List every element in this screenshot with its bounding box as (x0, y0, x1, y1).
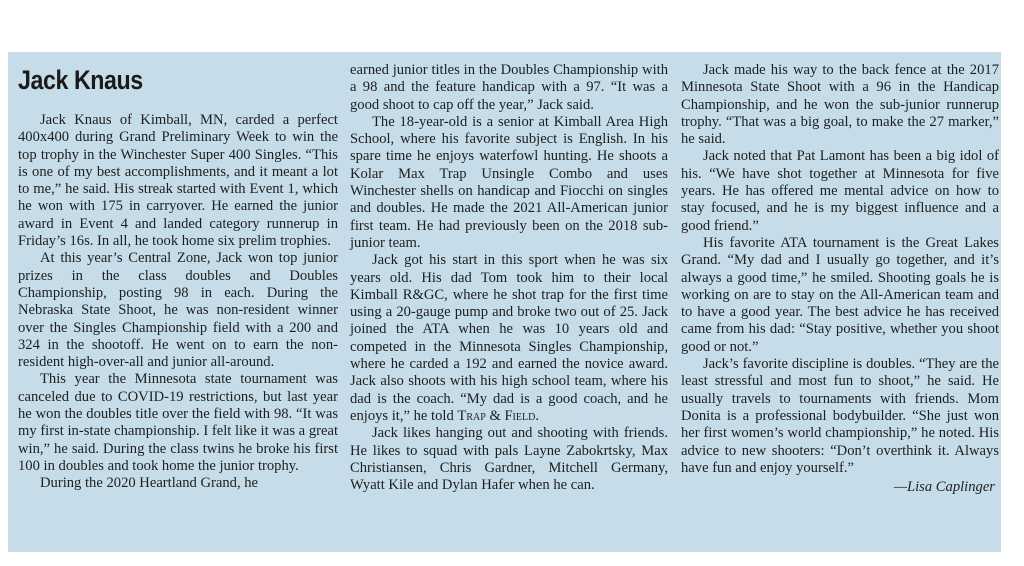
article-headline: Jack Knaus (18, 65, 143, 95)
article-panel (8, 52, 1001, 552)
article-paragraph: The 18-year-old is a senior at Kimball Area High School, where his favorite subject is English. In his spare time he enjoys waterfowl hunting. He shoots a Kolar Max Trap Unsingle Combo and uses Winchester shells on handicap and Fiocchi on singles and doubles. He made the 2021 All-American junior first team. He had previously been on the 2018 sub-junior team. (350, 113, 668, 251)
article-paragraph: During the 2020 Heartland Grand, he (40, 475, 259, 492)
article-paragraph: His favorite ATA tournament is the Great Lakes Grand. “My dad and I usually go together, and it’s always a good time,” he smiled. Shooting goals he is working on are to stay on the All-American team and to have a good year. The best advice he has received came from his dad: “Stay positive, whether you shoot good or not.” (681, 234, 999, 355)
paragraph-text: Jack got his start in this sport when he was six years old. His dad Tom took him to their local Kimball R&GC, where he shot trap for the first time using a 20-gauge pump and broke two out of 25. Jack joined the ATA when he was 10 years old and competed in the Minnesota Singles Championship, where he carded a 192 and earned the novice award. Jack also shoots with his high school team, where his dad is the coach. “My dad is a good coach, and he enjoys it,” he told (350, 252, 668, 424)
magazine-name: Trap & Field (457, 407, 536, 424)
article-paragraph: Jack made his way to the back fence at the 2017 Minnesota State Shoot with a 96 in the Handicap Championship, and he won the sub-junior runnerup trophy. “That was a big goal, to make the 27 marker,” he said. (681, 62, 999, 148)
article-paragraph: Jack likes hanging out and shooting with friends. He likes to squad with pals Layne Zabokrtsky, Max Christiansen, Chris Gardner, Mitchell Germany, Wyatt Kile and Dylan Hafer when he can. (350, 425, 668, 494)
article-column-1 (18, 62, 338, 493)
article-paragraph: At this year’s Central Zone, Jack won top junior prizes in the class doubles and Doubles Championship, posting 98 in each. During the Nebraska State Shoot, he was non-resident winner over the Singles Championship field with a 200 and 324 in the shootoff. He went on to earn the non-resident high-over-all and junior all-around. (18, 250, 338, 371)
article-column-2 (350, 62, 668, 494)
article-paragraph: Jack noted that Pat Lamont has been a big idol of his. “We have shot together at Minnesota for five years. He has offered me mental advice on how to stay focused, and he is my biggest influence and a good friend.” (681, 148, 999, 234)
paragraph-end: . (535, 407, 539, 424)
article-paragraph: Jack Knaus of Kimball, MN, carded a perfect 400x400 during Grand Preliminary Week to win the top trophy in the Winchester Super 400 Singles. “This is one of my best accomplishments, and it meant a lot to me,” he said. His streak started with Event 1, which he won with 175 in carryover. He earned the junior award in Event 4 and landed category runnerup in Friday’s 16s. In all, he took home six prelim trophies. (18, 112, 338, 250)
article-paragraph (350, 252, 668, 425)
article-paragraph: Jack’s favorite discipline is doubles. “They are the least stressful and most fun to shoot,” he said. He usually travels to tournaments with friends. Mom Donita is a professional bodybuilder. “She just won her first women’s world championship,” he noted. His advice to new shooters: “Don’t overthink it. Always have fun and enjoy yourself.” (681, 356, 999, 476)
author-byline: —Lisa Caplinger (894, 479, 995, 496)
article-paragraph: earned junior titles in the Doubles Championship with a 98 and the feature handicap with a 97. “It was a good shoot to cap off the year,” Jack said. (350, 62, 668, 113)
article-column-3 (681, 62, 999, 496)
article-paragraph: This year the Minnesota state tournament was canceled due to COVID-19 restrictions, but last year he won the doubles title over the field with 98. “It was my first in-state championship. I felt like it was a great win,” he said. During the class twins he broke his first 100 in doubles and took home the junior trophy. (18, 371, 338, 474)
